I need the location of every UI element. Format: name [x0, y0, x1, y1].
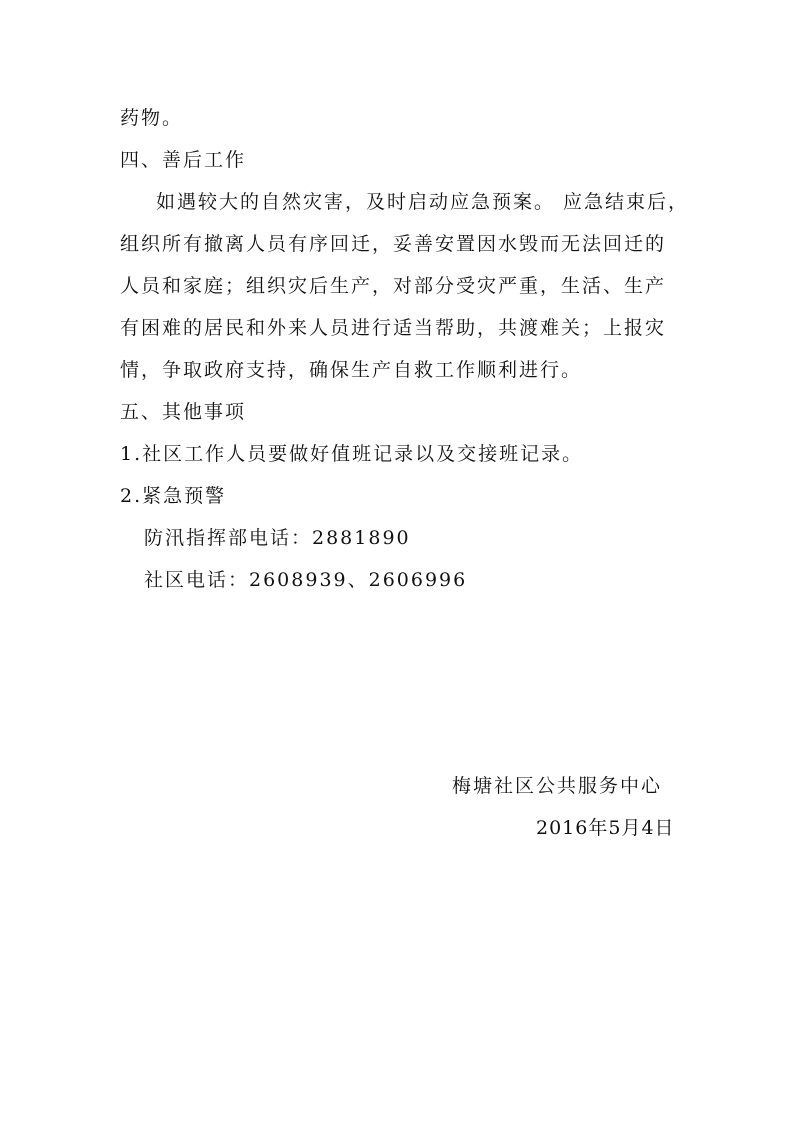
- list-item-duty-records: 1.社区工作人员要做好值班记录以及交接班记录。: [120, 443, 584, 465]
- paragraph-line-3: 人员和家庭；组织灾后生产，对部分受灾严重，生活、生产: [120, 275, 667, 297]
- paragraph-line-5: 情，争取政府支持，确保生产自救工作顺利进行。: [120, 359, 583, 381]
- paragraph-line-1: 如遇较大的自然灾害，及时启动应急预案。 应急结束后，: [156, 191, 690, 213]
- community-phone: 社区电话：2608939、2606996: [144, 569, 468, 591]
- text-line-medicine-end: 药物。: [120, 107, 184, 129]
- section-heading-aftermath-work: 四、善后工作: [120, 149, 247, 171]
- section-heading-other-matters: 五、其他事项: [120, 401, 247, 423]
- paragraph-line-2: 组织所有撤离人员有序回迁，妥善安置因水毁而无法回迁的: [120, 233, 667, 255]
- flood-control-phone: 防汛指挥部电话：2881890: [144, 527, 411, 549]
- list-item-emergency-warning: 2.紧急预警: [120, 485, 227, 507]
- signature-organization: 梅塘社区公共服务中心: [452, 775, 663, 797]
- paragraph-line-4: 有困难的居民和外来人员进行适当帮助，共渡难关；上报灾: [120, 317, 667, 339]
- signature-date: 2016年5月4日: [536, 817, 675, 839]
